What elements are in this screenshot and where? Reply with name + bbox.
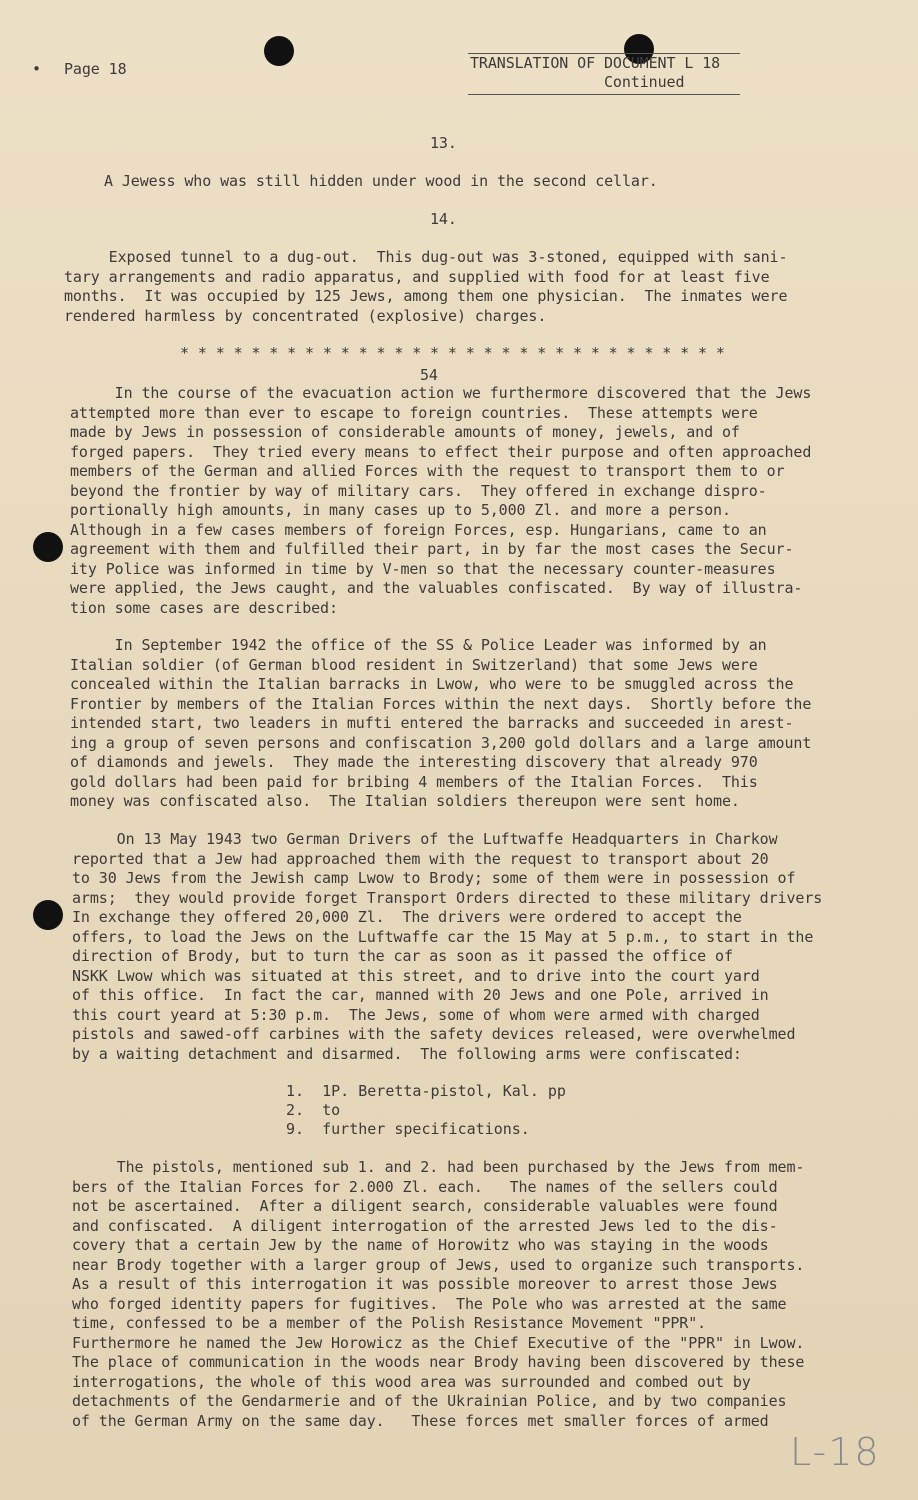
section-number-13: 13. bbox=[430, 134, 457, 152]
document-title: TRANSLATION OF DOCUMENT L 18 bbox=[470, 54, 721, 72]
paragraph-line: ity Police was informed in time by V-men so that the necessary counter-measures bbox=[70, 559, 776, 578]
paragraph-line: who forged identity papers for fugitives. The Pole who was arrested at the same bbox=[72, 1294, 787, 1313]
paragraph-line: In the course of the evacuation action we furthermore discovered that the Jews bbox=[70, 384, 812, 402]
list-item bbox=[286, 1120, 566, 1139]
paragraph-line: In September 1942 the office of the SS & Police Leader was informed by an bbox=[70, 636, 767, 654]
asterisk-separator: * * * * * * * * * * * * * * * * * * * * * * * * * * * * * * * bbox=[180, 344, 725, 362]
paragraph-line: time, confessed to be a member of the Polish Resistance Movement "PPR". bbox=[72, 1314, 707, 1332]
paragraph-line: detachments of the Gendarmerie and of the Ukrainian Police, and by two companies bbox=[72, 1392, 787, 1410]
paragraph-line: of the German Army on the same day. These forces met smaller forces of armed bbox=[72, 1411, 769, 1430]
section-13-text: A Jewess who was still hidden under wood in the second cellar. bbox=[104, 172, 658, 190]
paragraph-line: attempted more than ever to escape to foreign countries. These attempts were bbox=[70, 403, 758, 422]
paragraph-line: by a waiting detachment and disarmed. The following arms were confiscated: bbox=[72, 1044, 742, 1063]
list-item-number: 1. bbox=[286, 1082, 305, 1100]
punch-hole-left-middle bbox=[33, 532, 63, 562]
paragraph-line: NSKK Lwow which was situated at this street, and to drive into the court yard bbox=[72, 966, 760, 985]
paragraph-line: In exchange they offered 20,000 Zl. The drivers were ordered to accept the bbox=[72, 908, 742, 926]
paragraph-line: near Brody together with a larger group of Jews, used to organize such transports. bbox=[72, 1255, 805, 1274]
paragraph-line: Exposed tunnel to a dug-out. This dug-out was 3-stoned, equipped with sani- bbox=[64, 248, 788, 266]
paragraph-line: reported that a Jew had approached them with the request to transport about 20 bbox=[72, 849, 769, 868]
list-item-text: further specifications. bbox=[322, 1120, 530, 1138]
paragraph-line: tary arrangements and radio apparatus, and supplied with food for at least five bbox=[64, 267, 770, 286]
paragraph-line: ing a group of seven persons and confiscation 3,200 gold dollars and a large amount bbox=[70, 733, 812, 752]
paragraph-line: this court yeard at 5:30 p.m. The Jews, some of whom were armed with charged bbox=[72, 1005, 760, 1024]
paragraph-line: intended start, two leaders in mufti entered the barracks and succeeded in arest- bbox=[70, 714, 794, 732]
paragraph-line: The place of communication in the woods near Brody having been discovered by these bbox=[72, 1353, 805, 1371]
section-14-paragraph bbox=[64, 248, 787, 326]
list-item-text: to bbox=[322, 1101, 341, 1119]
paragraph-line: interrogations, the whole of this wood area was surrounded and combed out by bbox=[72, 1372, 751, 1391]
paragraph-line: not be ascertained. After a diligent search, considerable valuables were found bbox=[72, 1197, 778, 1215]
paragraph-line: money was confiscated also. The Italian soldiers thereupon were sent home. bbox=[70, 792, 740, 810]
paragraph-line: portionally high amounts, in many cases up to 5,000 Zl. and more a person. bbox=[70, 501, 731, 519]
handwritten-document-mark: L-18 bbox=[790, 1430, 881, 1474]
continued-label: Continued bbox=[604, 73, 685, 91]
page-number-54: 54 bbox=[420, 366, 438, 384]
paragraph-line: beyond the frontier by way of military cars. They offered in exchange dispro- bbox=[70, 481, 767, 500]
paragraph-line: to 30 Jews from the Jewish camp Lwow to Brody; some of them were in possession of bbox=[72, 869, 796, 887]
list-item-number: 9. bbox=[286, 1120, 305, 1138]
paragraph-line: rendered harmless by concentrated (explosive) charges. bbox=[64, 306, 547, 325]
may-1943-paragraph bbox=[72, 830, 822, 1064]
list-item bbox=[286, 1082, 566, 1101]
arms-list bbox=[286, 1082, 566, 1139]
punch-hole-top-left bbox=[264, 36, 294, 66]
paragraph-line: offers, to load the Jews on the Luftwaffe car the 15 May at 5 p.m., to start in the bbox=[72, 927, 814, 946]
paragraph-line: were applied, the Jews caught, and the valuables confiscated. By way of illustra- bbox=[70, 579, 803, 597]
evacuation-paragraph bbox=[70, 384, 811, 618]
paragraph-line: Furthermore he named the Jew Horowicz as the Chief Executive of the "PPR" in Lwow. bbox=[72, 1333, 805, 1352]
pistols-paragraph bbox=[72, 1158, 804, 1431]
paragraph-line: members of the German and allied Forces with the request to transport them to or bbox=[70, 462, 785, 480]
paragraph-line: Italian soldier (of German blood resident in Switzerland) that some Jews were bbox=[70, 655, 758, 674]
paragraph-line: months. It was occupied by 125 Jews, among them one physician. The inmates were bbox=[64, 287, 788, 305]
list-item-number: 2. bbox=[286, 1101, 305, 1119]
paragraph-line: agreement with them and fulfilled their part, in by far the most cases the Secur- bbox=[70, 540, 794, 558]
section-number-14: 14. bbox=[430, 210, 457, 228]
paragraph-line: gold dollars had been paid for bribing 4 members of the Italian Forces. This bbox=[70, 772, 758, 791]
list-item-text: 1P. Beretta-pistol, Kal. pp bbox=[322, 1082, 566, 1100]
paragraph-line: Frontier by members of the Italian Forces within the next days. Shortly before the bbox=[70, 694, 812, 713]
paragraph-line: direction of Brody, but to turn the car as soon as it passed the office of bbox=[72, 947, 733, 965]
paragraph-line: made by Jews in possession of considerable amounts of money, jewels, and of bbox=[70, 423, 740, 441]
header-bullet: • bbox=[32, 60, 41, 78]
paragraph-line: Although in a few cases members of foreign Forces, esp. Hungarians, came to an bbox=[70, 520, 767, 539]
paragraph-line: tion some cases are described: bbox=[70, 598, 338, 617]
list-item bbox=[286, 1101, 566, 1120]
paragraph-line: forged papers. They tried every means to effect their purpose and often approached bbox=[70, 442, 812, 461]
paragraph-line: of this office. In fact the car, manned with 20 Jews and one Pole, arrived in bbox=[72, 986, 769, 1004]
paragraph-line: bers of the Italian Forces for 2.000 Zl. each. The names of the sellers could bbox=[72, 1177, 778, 1196]
paragraph-line: and confiscated. A diligent interrogation of the arrested Jews led to the dis- bbox=[72, 1216, 778, 1235]
paragraph-line: pistols and sawed-off carbines with the safety devices released, were overwhelmed bbox=[72, 1025, 796, 1043]
paragraph-line: The pistols, mentioned sub 1. and 2. had been purchased by the Jews from mem- bbox=[72, 1158, 805, 1176]
page-label: Page 18 bbox=[64, 60, 127, 78]
paragraph-line: arms; they would provide forget Transport Orders directed to these military drivers bbox=[72, 888, 823, 907]
paragraph-line: covery that a certain Jew by the name of Horowitz who was staying in the woods bbox=[72, 1236, 769, 1254]
paragraph-line: concealed within the Italian barracks in Lwow, who were to be smuggled across the bbox=[70, 675, 794, 693]
paragraph-line: of diamonds and jewels. They made the interesting discovery that already 970 bbox=[70, 753, 758, 771]
paragraph-line: As a result of this interrogation it was possible moreover to arrest those Jews bbox=[72, 1275, 778, 1293]
header-bottom-rule bbox=[468, 94, 740, 95]
paragraph-line: On 13 May 1943 two German Drivers of the Luftwaffe Headquarters in Charkow bbox=[72, 830, 778, 848]
september-1942-paragraph bbox=[70, 636, 811, 812]
punch-hole-left-lower bbox=[33, 900, 63, 930]
